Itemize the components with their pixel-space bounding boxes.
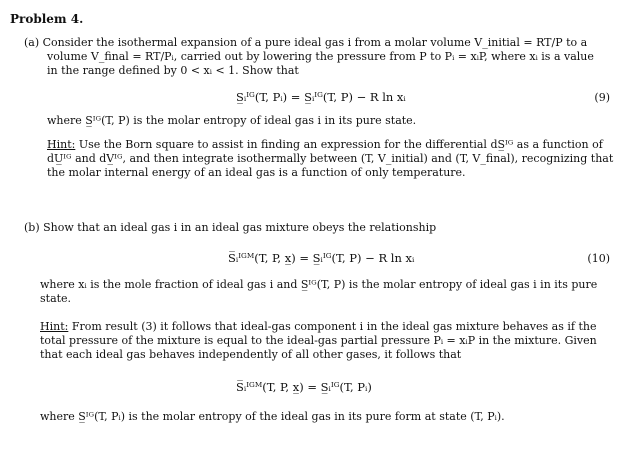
part-b-line-3: state. — [40, 292, 72, 305]
part-b-hint-line-2: total pressure of the mixture is equal to the ideal-gas partial pressure Pᵢ = xᵢP in the mixture. Given — [40, 334, 597, 347]
part-a-line-3: in the range defined by 0 < xᵢ < 1. Show that — [47, 64, 299, 77]
part-b-hint-label: Hint: — [40, 320, 69, 333]
part-a-line-4: where S̲ᴵᴳ(T, P) is the molar entropy of ideal gas i in its pure state. — [47, 114, 417, 127]
equation-9: S̲ᵢᴵᴳ(T, Pᵢ) = S̲ᵢᴵᴳ(T, P) − R ln xᵢ — [236, 90, 406, 104]
problem-title: Problem 4. — [10, 12, 84, 26]
part-a-hint-label: Hint: — [47, 138, 76, 151]
part-b-line-2: where xᵢ is the mole fraction of ideal gas i and S̲ᴵᴳ(T, P) is the molar entropy of ideal gas i in its pure — [40, 278, 598, 291]
part-b-hint-text-1: From result (3) it follows that ideal-gas component i in the ideal gas mixture behaves as if the — [68, 320, 597, 333]
equation-9-number: (9) — [594, 91, 610, 104]
part-b-line-1: (b) Show that an ideal gas i in an ideal gas mixture obeys the relationship — [24, 221, 437, 234]
part-b-hint-line-1 — [40, 320, 596, 333]
equation-10-number: (10) — [587, 252, 610, 265]
part-b-line-4: where S̲ᴵᴳ(T, Pᵢ) is the molar entropy of the ideal gas in its pure form at state (T, Pᵢ). — [40, 410, 505, 423]
part-a-hint-line-3: the molar internal energy of an ideal gas is a function of only temperature. — [47, 166, 466, 179]
part-a-hint-line-2: dU̲ᴵᴳ and dV̲ᴵᴳ, and then integrate isothermally between (T, V_initial) and (T, V_final), recognizing that — [47, 152, 614, 165]
part-b-hint-line-3: that each ideal gas behaves independently of all other gases, it follows that — [40, 348, 462, 361]
part-a-line-1: (a) Consider the isothermal expansion of a pure ideal gas i from a molar volume V_initial = RT/P to a — [24, 36, 588, 49]
part-a-line-2: volume V_final = RT/Pᵢ, carried out by lowering the pressure from P to Pᵢ = xᵢP, where xᵢ is a value — [47, 50, 594, 63]
part-a-hint-text-1: Use the Born square to assist in finding an expression for the differential dS̲ᴵᴳ as a function of — [75, 138, 603, 151]
equation-unnumbered: S̅ᵢᴵᴳᴹ(T, P, x̲) = S̲ᵢᴵᴳ(T, Pᵢ) — [236, 380, 372, 394]
part-a-hint-line-1 — [47, 138, 603, 151]
equation-10: S̅ᵢᴵᴳᴹ(T, P, x̲) = S̲ᵢᴵᴳ(T, P) − R ln xᵢ — [228, 251, 415, 265]
